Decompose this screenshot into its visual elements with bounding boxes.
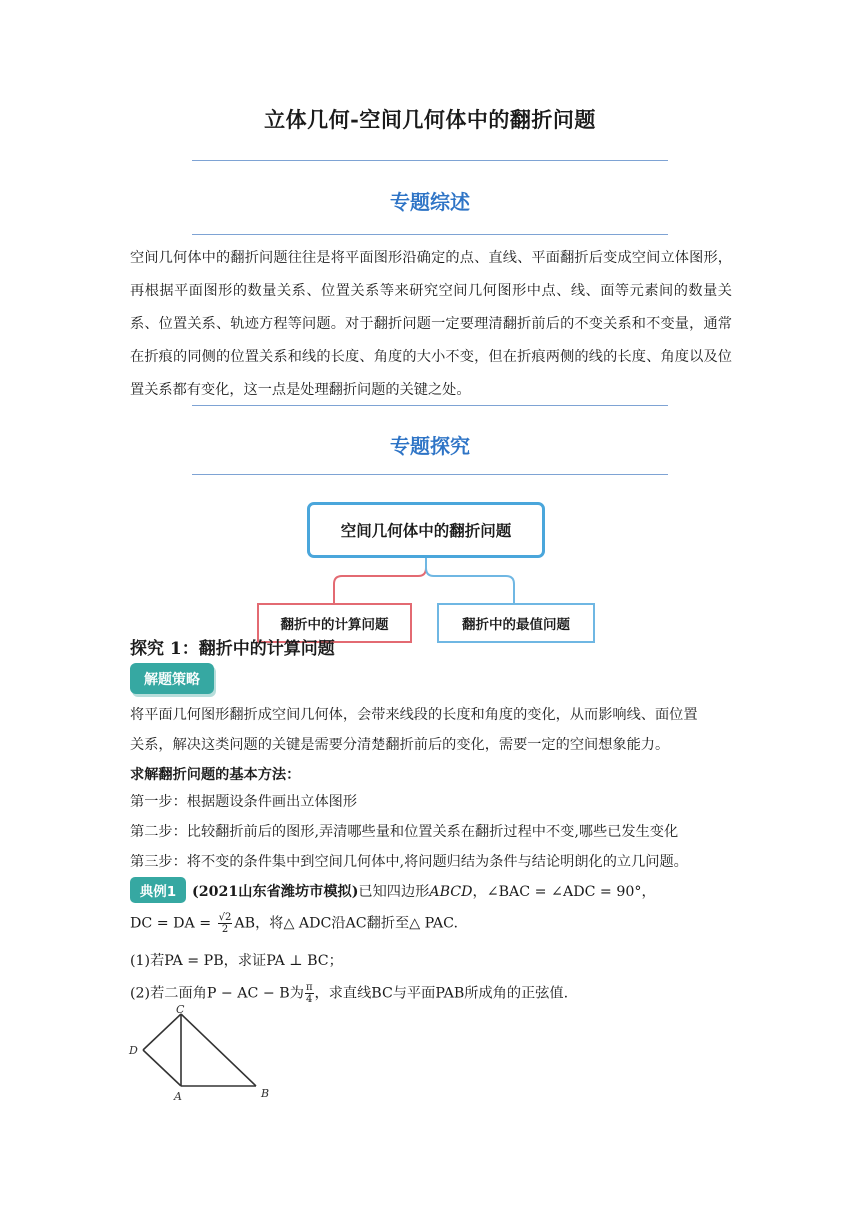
example-line-2	[130, 912, 740, 935]
example-quad: ABCD	[429, 884, 473, 900]
explore-heading: 探究 1：翻折中的计算问题	[130, 639, 335, 659]
quadrilateral-figure	[124, 1000, 284, 1105]
strategy-text: 将平面几何图形翻折成空间几何体，会带来线段的长度和角度的变化，从而影响线、面位置	[130, 707, 698, 723]
fraction: $\frac{√2}{2}$	[218, 912, 232, 935]
example-badge: 典例1	[130, 877, 186, 903]
overview-paragraph: 空间几何体中的翻折问题往往是将平面图形沿确定的点、直线、平面翻折后变成空间立体图形，再根据平面图形的数量关系、位置关系等来研究空间几何图形中点、线、面等元素间的数量关系、位置关系、轨迹方程等问题。对于翻折问题一定要理清翻折前后的不变关系和不变量，通常在折痕的同侧的位置关系和线的长度、角度的大小不变，但在折痕两侧的线的长度、角度以及位置关系都有变化，这一点是处理翻折问题的关键之处。	[130, 250, 732, 398]
page-title: 立体几何-空间几何体中的翻折问题	[264, 107, 596, 132]
label-A: A	[174, 1090, 182, 1103]
mindmap-node-extreme: 翻折中的最值问题	[437, 603, 595, 643]
section-heading-explore: 专题探究	[390, 434, 470, 458]
label-C: C	[176, 1003, 185, 1016]
strategy-badge: 解题策略	[130, 663, 214, 694]
divider	[192, 160, 668, 161]
label-B: B	[261, 1087, 270, 1100]
method-title: 求解翻折问题的基本方法：	[130, 767, 301, 783]
example-condition: ，∠BAC = ∠ADC = 90°，	[472, 884, 656, 900]
example-fold: AB，将△ ADC沿AC翻折至△ PAC.	[234, 915, 458, 932]
method-step-3: 第三步：将不变的条件集中到空间几何体中,将问题归结为条件与结论明朗化的立几问题。	[130, 854, 688, 870]
example-text: 已知四边形	[358, 884, 430, 900]
mindmap-node-calc: 翻折中的计算问题	[257, 603, 412, 643]
label-D: D	[129, 1044, 138, 1057]
example-source: (2021山东省潍坊市模拟)	[192, 884, 359, 900]
mindmap-connectors	[250, 550, 610, 610]
fraction: $\frac{\pi}{4}$	[305, 982, 313, 1005]
example-eq: DC = DA =	[130, 915, 216, 932]
divider	[192, 474, 668, 475]
question-2: (2)若二面角P − AC − B为 $\frac{\pi}{4}$ ，求直线BC与平面PAB所成角的正弦值.	[130, 982, 569, 1005]
question-1: (1)若PA = PB，求证PA ⊥ BC；	[130, 953, 343, 969]
divider	[192, 405, 668, 406]
strategy-text: 关系，解决这类问题的关键是需要分清楚翻折前后的变化，需要一定的空间想象能力。	[130, 737, 670, 753]
divider	[192, 234, 668, 235]
method-step-2: 第二步：比较翻折前后的图形,弄清哪些量和位置关系在翻折过程中不变,哪些已发生变化	[130, 824, 679, 840]
section-heading-overview: 专题综述	[390, 190, 470, 214]
example-statement	[192, 881, 752, 901]
mindmap-root: 空间几何体中的翻折问题	[307, 502, 545, 558]
method-step-1: 第一步：根据题设条件画出立体图形	[130, 794, 358, 810]
